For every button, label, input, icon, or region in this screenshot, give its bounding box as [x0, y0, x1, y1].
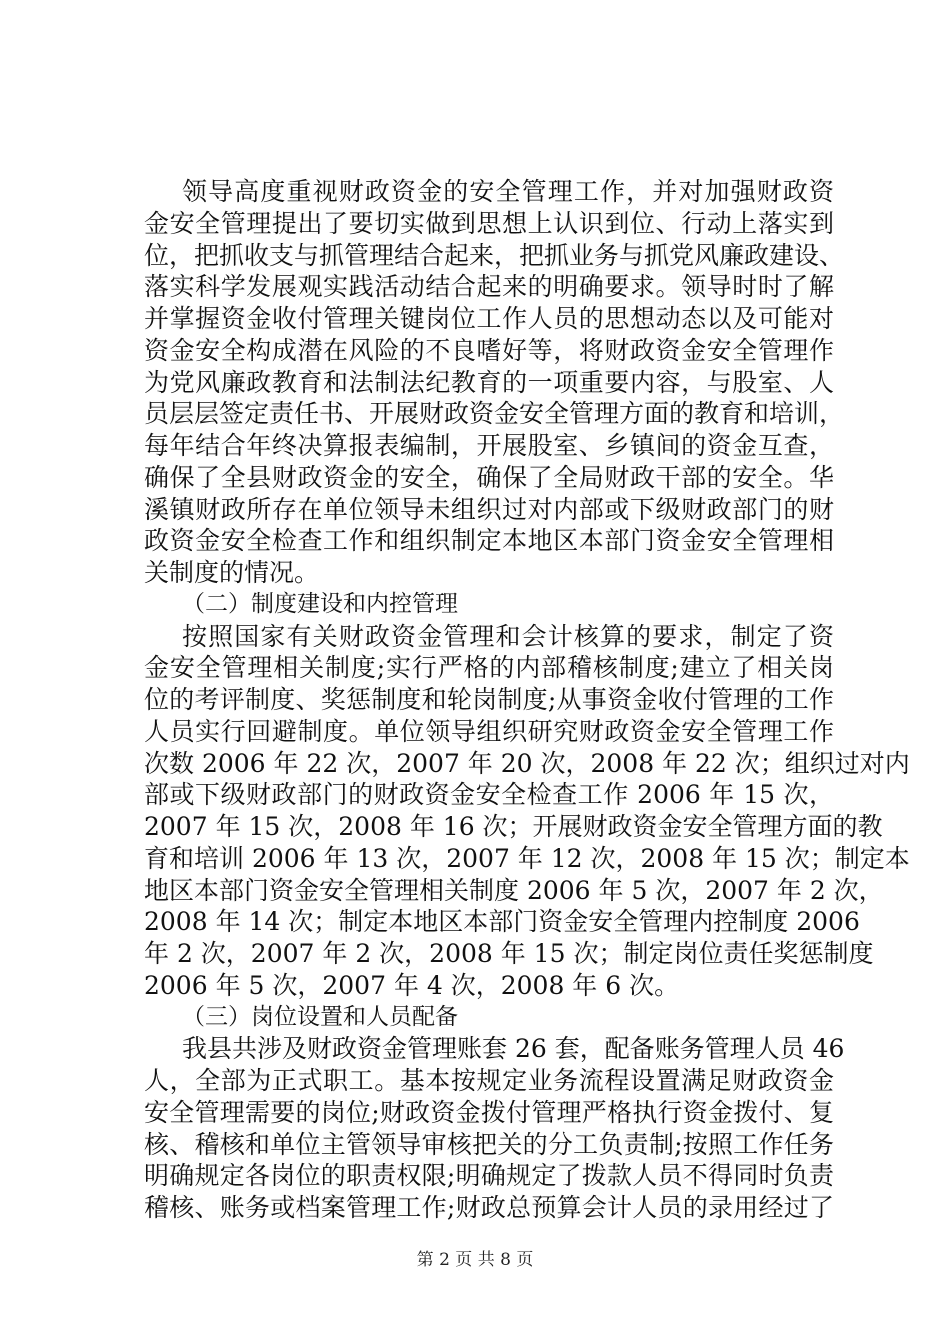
section-heading: （三）岗位设置和人员配备 [182, 1003, 458, 1030]
paragraph-line: 部或下级财政部门的财政资金安全检查工作 2006 年 15 次， [144, 780, 834, 810]
paragraph-line: 明确规定各岗位的职责权限;明确规定了拨款人员不得同时负责 [144, 1161, 834, 1191]
paragraph-line: 确保了全县财政资金的安全，确保了全局财政干部的安全。华 [144, 462, 834, 492]
section-heading: （二）制度建设和内控管理 [182, 590, 458, 617]
page-number-footer: 第 2 页 共 8 页 [416, 1250, 534, 1270]
paragraph-line: 次数 2006 年 22 次，2007 年 20 次，2008 年 22 次；组织过对内 [144, 748, 910, 778]
paragraph-line: 年 2 次，2007 年 2 次，2008 年 15 次；制定岗位责任奖惩制度 [144, 939, 874, 968]
paragraph-line: 并掌握资金收付管理关键岗位工作人员的思想动态以及可能对 [144, 304, 834, 333]
paragraph-line: 人，全部为正式职工。基本按规定业务流程设置满足财政资金 [144, 1066, 834, 1095]
paragraph-line: 2007 年 15 次，2008 年 16 次；开展财政资金安全管理方面的教 [144, 812, 883, 841]
paragraph-line: 金安全管理相关制度;实行严格的内部稽核制度;建立了相关岗 [144, 653, 834, 683]
paragraph-line: 我县共涉及财政资金管理账套 26 套，配备账务管理人员 46 [182, 1034, 845, 1064]
paragraph-line: 资金安全构成潜在风险的不良嗜好等，将财政资金安全管理作 [144, 335, 834, 365]
paragraph-line: 位，把抓收支与抓管理结合起来，把抓业务与抓党风廉政建设、 [144, 240, 845, 270]
paragraph-line: 育和培训 2006 年 13 次，2007 年 12 次，2008 年 15 次；制定本 [144, 843, 910, 873]
paragraph-line: 关制度的情况。 [144, 558, 320, 587]
paragraph-line: 按照国家有关财政资金管理和会计核算的要求，制定了资 [182, 621, 834, 651]
paragraph-line: 安全管理需要的岗位;财政资金拨付管理严格执行资金拨付、复 [144, 1097, 834, 1127]
paragraph-line: 地区本部门资金安全管理相关制度 2006 年 5 次，2007 年 2 次， [144, 875, 884, 905]
paragraph-line: 溪镇财政所存在单位领导未组织过对内部或下级财政部门的财 [144, 494, 834, 524]
paragraph-line: 落实科学发展观实践活动结合起来的明确要求。领导时时了解 [144, 272, 834, 302]
paragraph-line: 稽核、账务或档案管理工作;财政总预算会计人员的录用经过了 [144, 1193, 834, 1222]
paragraph-line: 领导高度重视财政资金的安全管理工作，并对加强财政资 [182, 177, 834, 206]
paragraph-line: 每年结合年终决算报表编制，开展股室、乡镇间的资金互查， [144, 431, 834, 460]
paragraph-line: 政资金安全检查工作和组织制定本地区本部门资金安全管理相 [144, 526, 834, 556]
document-body [144, 176, 910, 1224]
paragraph-line: 位的考评制度、奖惩制度和轮岗制度;从事资金收付管理的工作 [144, 685, 834, 714]
paragraph-line: 核、稽核和单位主管领导审核把关的分工负责制;按照工作任务 [144, 1129, 834, 1159]
paragraph-line: 为党风廉政教育和法制法纪教育的一项重要内容，与股室、人 [144, 367, 834, 397]
paragraph-line: 员层层签定责任书、开展财政资金安全管理方面的教育和培训， [144, 399, 845, 429]
paragraph-line: 金安全管理提出了要切实做到思想上认识到位、行动上落实到 [144, 208, 834, 238]
paragraph-line: 2008 年 14 次；制定本地区本部门资金安全管理内控制度 2006 [144, 907, 860, 937]
paragraph-line: 2006 年 5 次，2007 年 4 次，2008 年 6 次。 [144, 970, 680, 1000]
paragraph-line: 人员实行回避制度。单位领导组织研究财政资金安全管理工作 [144, 716, 834, 746]
